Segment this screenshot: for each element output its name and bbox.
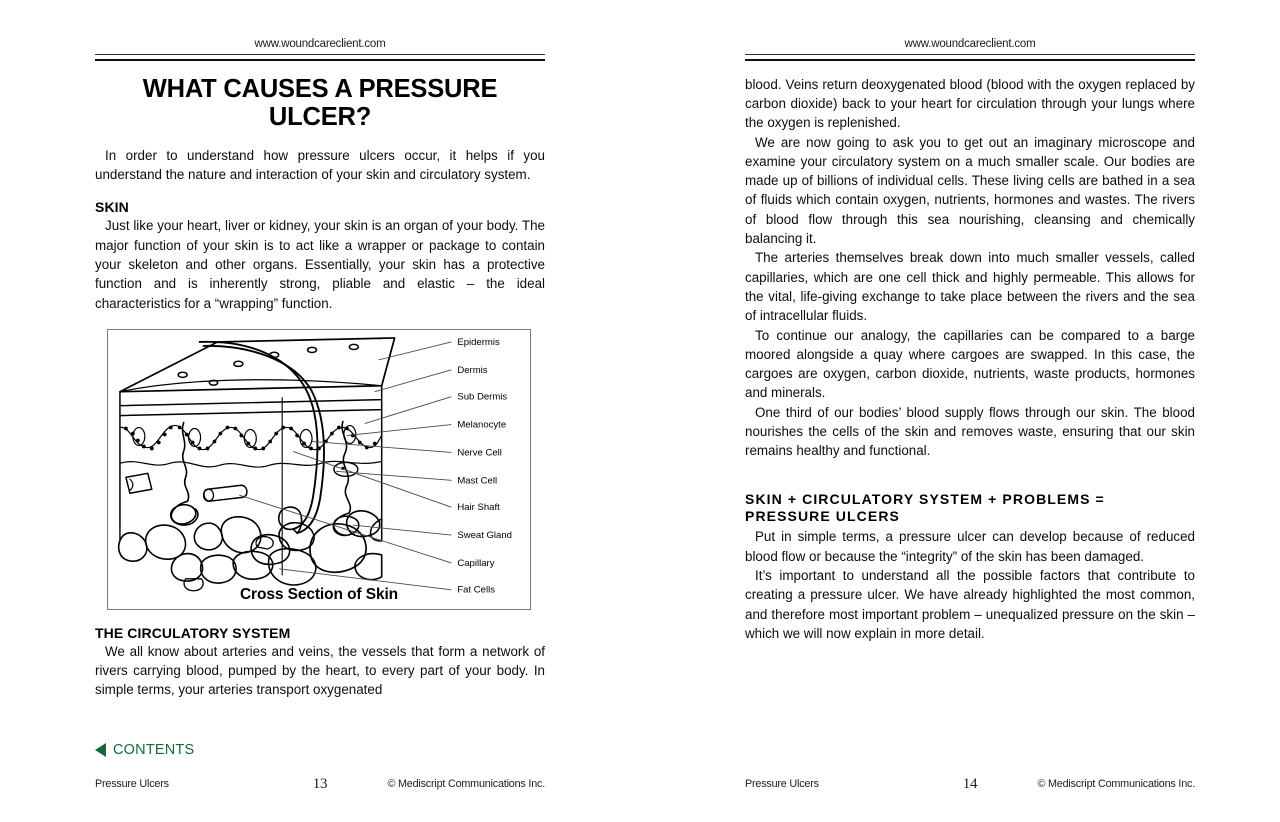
page-right: [640, 0, 1280, 822]
running-head-left: www.woundcareclient.com: [254, 38, 386, 50]
paragraph-5: One third of our bodies’ blood supply flows through our skin. The blood nourishes the cells of the skin and removes waste, ensuring that our skin remains healthy and functional.: [745, 404, 1195, 459]
running-head-right: www.woundcareclient.com: [904, 38, 1036, 50]
figure-caption: Cross Section of Skin: [239, 585, 399, 603]
skin-paragraph: Just like your heart, liver or kidney, your skin is an organ of your body. The major function of your skin is to act like a wrapper or package to contain your skeleton and other organs. Essentially, your skin has a protective function and is inherently strong, pliable and elastic – the ideal characteristics for a “wrapping” function.: [95, 218, 545, 311]
page-number: 14: [962, 776, 978, 792]
contents-link[interactable]: [95, 742, 194, 758]
figure-label-sweat-gland: Sweat Gland: [457, 529, 513, 541]
paragraph-7: It’s important to understand all the possible factors that contribute to creating a pressure ulcer. We have already highlighted the most common, and therefore most important problem – unequalized pressure on the skin – which we will now explain in more detail.: [745, 567, 1195, 641]
skin-diagram-illustration: [108, 330, 530, 610]
figure-label-dermis: Dermis: [457, 364, 488, 376]
contents-link-label: CONTENTS: [113, 742, 195, 758]
footer-right: [745, 774, 1195, 794]
back-arrow-icon: [95, 743, 106, 757]
figure-cross-section-of-skin: [107, 329, 531, 610]
footer-left: [95, 774, 545, 794]
figure-label-capillary: Capillary: [457, 557, 495, 569]
heading-skin-circulatory-problems: SKIN + CIRCULATORY SYSTEM + PROBLEMS = PRESSURE ULCERS: [745, 490, 1105, 525]
paragraph-3: The arteries themselves break down into much smaller vessels, called capillaries, which are one cell thick and highly permeable. This allows for the vital, life-giving exchange to take place between the rivers and the sea of intracellular fluids.: [745, 250, 1195, 324]
figure-label-fat-cells: Fat Cells: [457, 584, 496, 596]
figure-label-nerve-cell: Nerve Cell: [457, 447, 502, 459]
page-title: WHAT CAUSES A PRESSURE ULCER?: [142, 74, 498, 132]
figure-label-epidermis: Epidermis: [457, 336, 500, 348]
paragraph-2: We are now going to ask you to get out an imaginary microscope and examine your circulatory system on a much smaller scale. Our bodies are made up of billions of individual cells. These living cells are bathed in a sea of fluids which contain oxygen, nutrients, hormones and wastes. The rivers of blood flow through this sea nourishing, cleansing and chemically balancing it.: [745, 134, 1195, 247]
footer-book-title: Pressure Ulcers: [745, 778, 819, 790]
header-rule-left: [95, 54, 545, 61]
footer-copyright: © Mediscript Communications Inc.: [387, 778, 545, 790]
circulatory-paragraph: We all know about arteries and veins, the vessels that form a network of rivers carrying blood, pumped by the heart, to every part of your body. In simple terms, your arteries transport oxygenated: [95, 643, 545, 698]
figure-label-hair-shaft: Hair Shaft: [457, 501, 500, 513]
page-number: 13: [312, 776, 328, 792]
paragraph-4: To continue our analogy, the capillaries can be compared to a barge moored alongside a quay where cargoes are swapped. In this case, the cargoes are oxygen, carbon dioxide, nutrients, waste products, hormones and minerals.: [745, 327, 1195, 401]
footer-copyright: © Mediscript Communications Inc.: [1037, 778, 1195, 790]
figure-label-sub-dermis: Sub Dermis: [457, 391, 508, 403]
heading-circulatory-system: THE CIRCULATORY SYSTEM: [95, 624, 291, 641]
header-rule-right: [745, 54, 1195, 61]
figure-label-melanocyte: Melanocyte: [457, 419, 507, 431]
paragraph-6: Put in simple terms, a pressure ulcer can develop because of reduced blood flow or because the “integrity” of the skin has been damaged.: [745, 529, 1195, 564]
intro-paragraph: In order to understand how pressure ulcers occur, it helps if you understand the nature and interaction of your skin and circulatory system.: [95, 147, 545, 183]
footer-book-title: Pressure Ulcers: [95, 778, 169, 790]
figure-label-mast-cell: Mast Cell: [457, 475, 498, 487]
heading-skin: SKIN: [95, 199, 129, 216]
paragraph-1: blood. Veins return deoxygenated blood (blood with the oxygen replaced by carbon dioxide) back to your heart for circulation through your lungs where the oxygen is replenished.: [745, 76, 1195, 131]
